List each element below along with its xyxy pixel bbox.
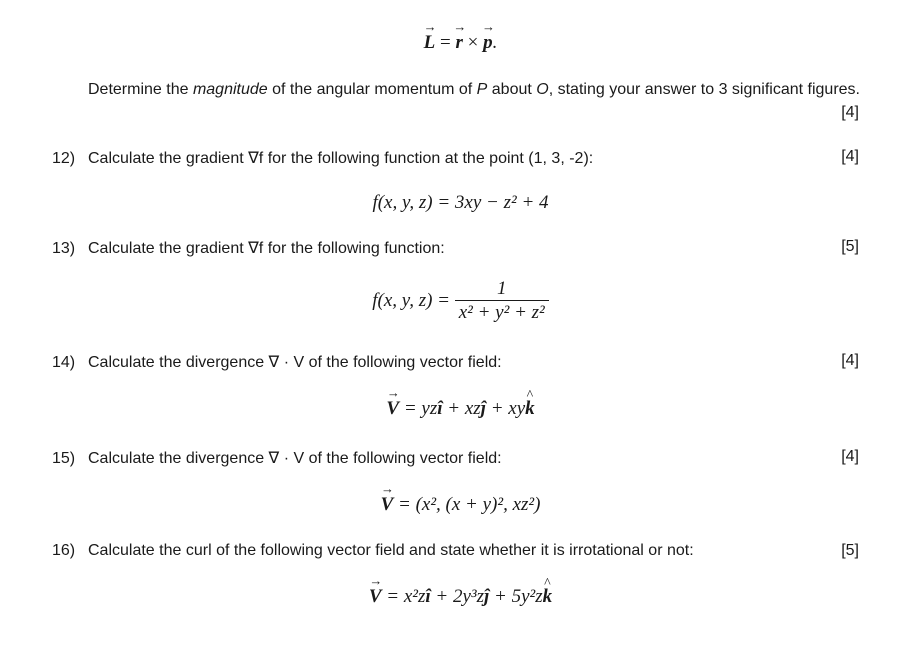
equation-q14: → V = yzî + xzĵ + xy^ k — [0, 398, 921, 420]
vector-p: → p — [483, 32, 493, 54]
marks-q12: [4] — [841, 148, 859, 165]
equation-q12: f(x, y, z) = 3xy − z² + 4 — [372, 192, 549, 213]
question-13: 13) Calculate the gradient ∇f for the following function: — [52, 240, 445, 257]
question-12: 12) Calculate the gradient ∇f for the following function at the point (1, 3, -2): — [52, 150, 594, 167]
marks-q13: [5] — [841, 238, 859, 255]
equation-q16: → V = x²zî + 2y³zĵ + 5y²z^ k — [0, 586, 921, 608]
vector-r: → r — [455, 32, 462, 54]
marks-q14: [4] — [841, 352, 859, 369]
equation-q13: f(x, y, z) = $\frac{1}{\text{x² + y² + z²}}$ — [0, 278, 921, 325]
question-16: 16) Calculate the curl of the following vector field and state whether it is irrotational or not: — [52, 542, 694, 559]
question-14: 14) Calculate the divergence ∇ · V of the following vector field: — [52, 354, 502, 371]
angular-momentum-equation: → L = → r × → p. — [0, 32, 921, 54]
question-intro-text: Determine the magnitude of the angular momentum of P about O, stating your answer to 3 significant figures. — [88, 81, 860, 98]
question-15: 15) Calculate the divergence ∇ · V of the following vector field: — [52, 450, 502, 467]
marks-intro: [4] — [841, 104, 859, 121]
equation-q15: → V = (x², (x + y)², xz²) — [0, 494, 921, 516]
fraction: $\frac{1}{\text{x² + y² + z²}}$ — [455, 278, 549, 325]
marks-q16: [5] — [841, 542, 859, 559]
vector-L: → L — [424, 32, 436, 54]
marks-q15: [4] — [841, 448, 859, 465]
